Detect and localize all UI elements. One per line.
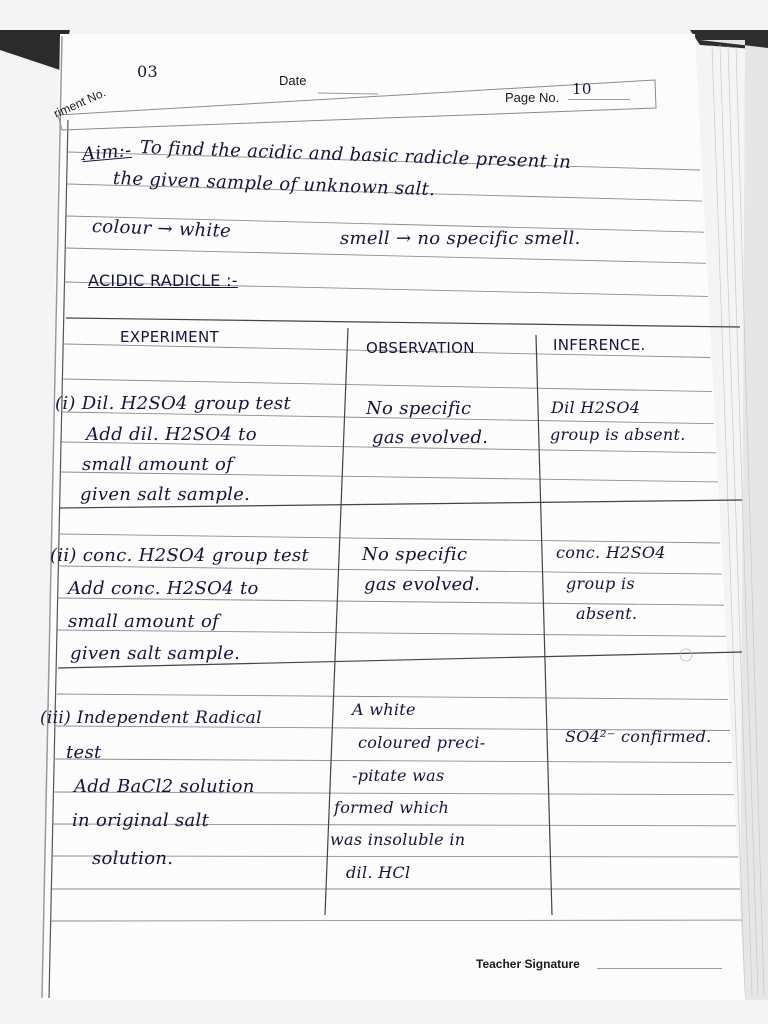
row3-experiment-line3: Add BaCl2 solution [74,776,255,797]
row2-experiment-line1: (ii) conc. H2SO4 group test [50,545,309,566]
row2-inference-line3: absent. [576,604,638,623]
page-no-label: Page No. [505,90,560,105]
row3-observation-line1: A white [352,700,416,719]
row3-experiment-line2: test [66,742,102,763]
experiment-no-label: riment No. [51,85,108,121]
date-underline [318,92,378,94]
row1-inference-line2: group is absent. [550,425,686,444]
page-no-underline [568,99,630,100]
aim-label: Aim:- [81,139,133,166]
header-inference: INFERENCE. [553,336,646,354]
row1-experiment-line3: small amount of [82,454,234,475]
row3-inference-line1: SO4²⁻ confirmed. [565,727,712,746]
row2-observation-line1: No specific [362,544,468,565]
row3-observation-line4: formed which [334,798,450,817]
row3-experiment-line1: (iii) Independent Radical [40,708,262,728]
row2-inference-line2: group is [566,574,635,593]
aim-line-1: To find the acidic and basic radicle present in [139,137,572,174]
row3-observation-line2: coloured preci- [358,733,486,752]
row3-experiment-line5: solution. [92,848,174,869]
colour-property: colour → white [91,216,232,242]
date-label: Date [279,73,307,88]
teacher-signature-label: Teacher Signature [476,957,580,971]
experiment-no-value: 03 [137,62,158,81]
row2-inference-line1: conc. H2SO4 [556,543,666,562]
header-experiment: EXPERIMENT [120,328,219,346]
row2-experiment-line3: small amount of [68,611,220,632]
row3-experiment-line4: in original salt [72,810,210,831]
row3-observation-line3: -pitate was [352,766,445,785]
row1-observation-line1: No specific [366,398,472,419]
row2-observation-line2: gas evolved. [364,574,481,595]
row1-experiment-line2: Add dil. H2SO4 to [86,424,257,445]
section-title: ACIDIC RADICLE :- [88,271,238,290]
row3-observation-line6: dil. HCl [346,863,411,882]
aim-line-2: the given sample of unknown salt. [112,168,436,201]
row1-experiment-line1: (i) Dil. H2SO4 group test [55,393,291,414]
page-no-value: 10 [572,80,592,98]
row2-experiment-line4: given salt sample. [70,643,241,664]
row1-inference-line1: Dil H2SO4 [551,398,641,417]
row2-experiment-line2: Add conc. H2SO4 to [68,578,259,599]
teacher-signature-line [597,968,722,969]
header-observation: OBSERVATION [366,339,475,357]
row3-observation-line5: was insoluble in [330,830,466,849]
smell-property: smell → no specific smell. [340,228,581,249]
row1-experiment-line4: given salt sample. [80,484,251,505]
row1-observation-line2: gas evolved. [372,427,489,448]
